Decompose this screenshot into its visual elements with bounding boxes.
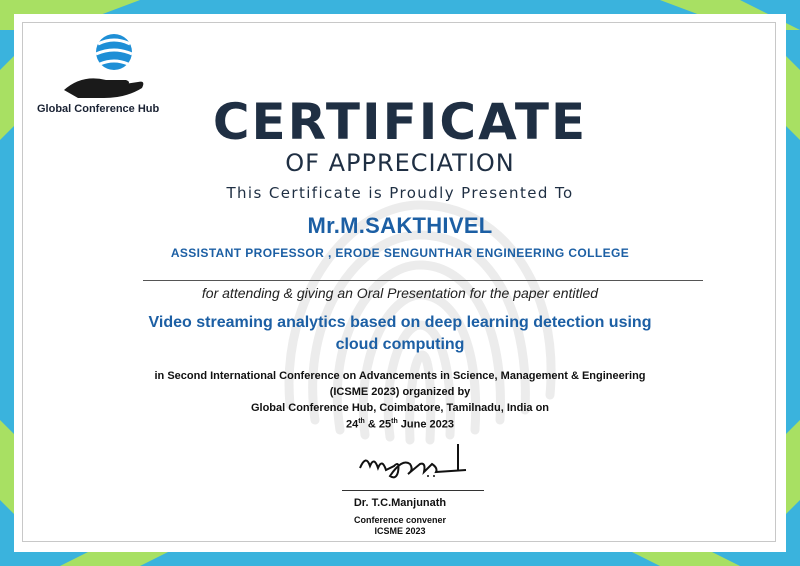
certificate-subtitle: OF APPRECIATION bbox=[285, 149, 515, 177]
paper-title-line-1: Video streaming analytics based on deep learning detection using bbox=[148, 314, 652, 331]
date-suffix-1: th bbox=[358, 418, 365, 425]
recipient-designation: ASSISTANT PROFESSOR , ERODE SENGUNTHAR ENGINEERING COLLEGE bbox=[170, 246, 630, 260]
signatory-role-block bbox=[0, 515, 800, 537]
logo-text: Global Conference Hub bbox=[37, 103, 160, 115]
conference-line-1: in Second International Conference on Advancements in Science, Management & Engineering bbox=[154, 370, 646, 382]
paper-title-line-2: cloud computing bbox=[335, 336, 465, 353]
signature-image bbox=[354, 440, 474, 485]
conference-date bbox=[0, 418, 800, 431]
signatory-name: Dr. T.C.Manjunath bbox=[353, 497, 447, 509]
conference-details bbox=[0, 368, 800, 416]
recipient-name: Mr.M.SAKTHIVEL bbox=[307, 213, 493, 238]
paper-title bbox=[0, 312, 800, 356]
signatory-role: Conference convener bbox=[353, 515, 447, 525]
name-divider bbox=[143, 280, 703, 281]
date-day-1: 24 bbox=[345, 418, 359, 431]
conference-line-2: (ICSME 2023) organized by bbox=[329, 386, 471, 398]
certificate-title: CERTIFICATE bbox=[212, 93, 588, 151]
date-day-2: 25 bbox=[378, 418, 392, 431]
signature-line bbox=[342, 490, 484, 491]
presented-to-line: This Certificate is Proudly Presented To bbox=[226, 184, 574, 202]
attending-statement: for attending & giving an Oral Presentation for the paper entitled bbox=[201, 285, 599, 301]
signatory-event: ICSME 2023 bbox=[374, 526, 426, 536]
conference-line-3: Global Conference Hub, Coimbatore, Tamilnadu, India on bbox=[250, 402, 550, 414]
date-amp: & bbox=[364, 418, 379, 431]
date-suffix-2: th bbox=[391, 418, 398, 425]
date-month-year: June 2023 bbox=[397, 418, 455, 431]
